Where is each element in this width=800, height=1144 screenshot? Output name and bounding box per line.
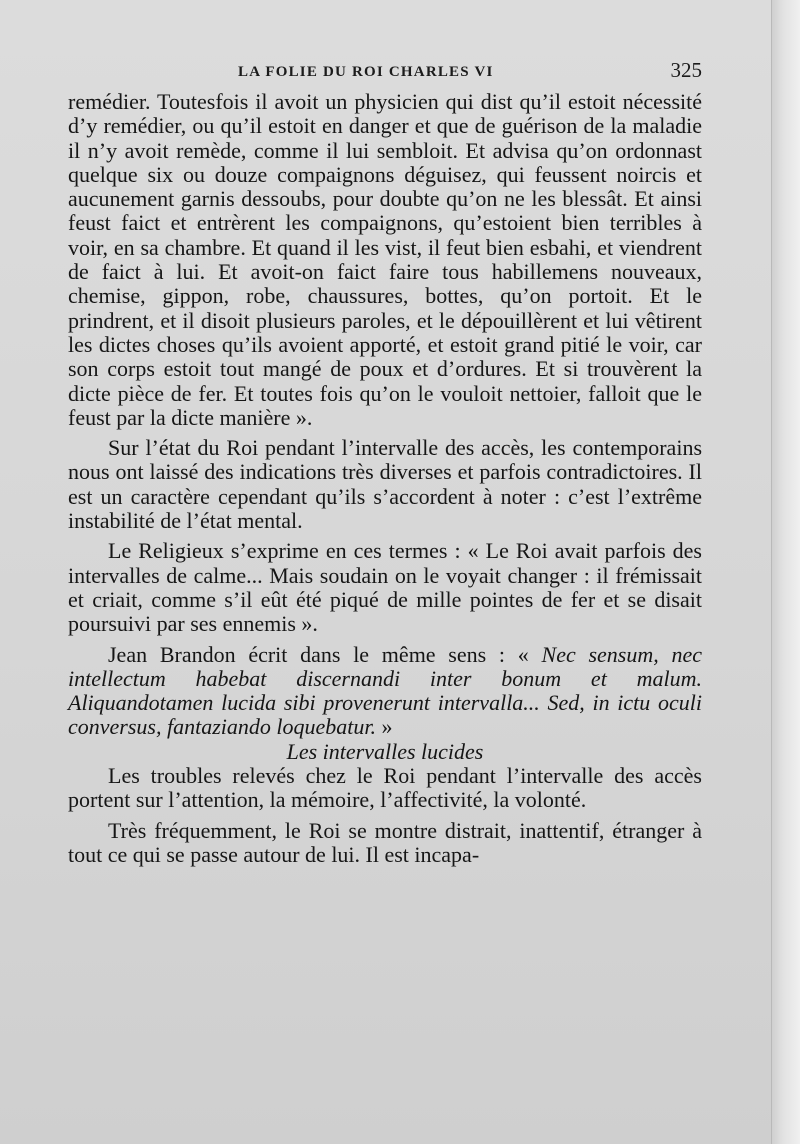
- page-body: [68, 90, 702, 867]
- brandon-lead: Jean Brandon écrit dans le même sens : «: [108, 641, 542, 667]
- paragraph-religieux: Le Religieux s’exprime en ces termes : « Le Roi avait parfois des intervalles de calme... Mais soudain on le voyait changer : il frémissait et criait, comme s’il eût été piqué de mille pointes de fer et se disait poursuivi par ses ennemis ».: [68, 538, 702, 637]
- paragraph-troubles: Les troubles relevés chez le Roi pendant l’intervalle des accès portent sur l’attention, la mémoire, l’affectivité, la volonté.: [68, 763, 702, 813]
- paragraph-intervals: Sur l’état du Roi pendant l’intervalle des accès, les contemporains nous ont laissé des indications très diverses et parfois contradictoires. Il est un caractère cependant qu’ils s’accordent à noter : c’est l’extrême instabilité de l’état mental.: [68, 435, 702, 534]
- paragraph-distrait: Très fréquemment, le Roi se montre distrait, inattentif, étranger à tout ce qui se passe autour de lui. Il est incapa-: [68, 817, 702, 867]
- brandon-latin-quote: Nec sensum, nec intellectum habebat discernandi inter bonum et malum. Aliquandotamen lucida sibi provenerunt intervalla... Sed, in ictu oculi conversus, fantaziando loquebatur.: [68, 641, 702, 740]
- running-title: LA FOLIE DU ROI CHARLES VI: [238, 64, 494, 80]
- page-header: [66, 58, 702, 88]
- paragraph-continued: remédier. Toutesfois il avoit un physicien qui dist qu’il estoit nécessité d’y remédier, ou qu’il estoit en danger et que de guérison de la maladie il n’y avoit remède, comme il lui sembloit. Et advisa qu’on ordonnast quelque six ou douze compaignons déguisez, qui feussent noircis et aucunement garnis dessoubs, pour doubte qu’on ne les blessât. Et ainsi feust faict et entrèrent les compaignons, qu’estoient bien terribles à voir, en sa chambre. Et quand il les vist, il feut bien esbahi, et viendrent de faict à lui. Et avoit-on faict faire tous habillemens nouveaux, chemise, gippon, robe, chaussures, bottes, qu’on portoit. Et le prindrent, et il disoit plusieurs paroles, et le dépouillèrent et lui vêtirent les dictes choses qu’ils avoient apporté, et estoit grand pitié le voir, car son corps estoit tout mangé de poux et d’ordures. Et si trouvèrent la dicte pièce de fer. Et toutes fois qu’on le vouloit nettoier, falloit que le feust par la dicte manière ».: [68, 89, 702, 430]
- brandon-close: »: [376, 714, 393, 740]
- section-heading: Les intervalles lucides: [286, 738, 484, 764]
- page-number: 325: [670, 58, 702, 82]
- paragraph-brandon: [68, 643, 702, 740]
